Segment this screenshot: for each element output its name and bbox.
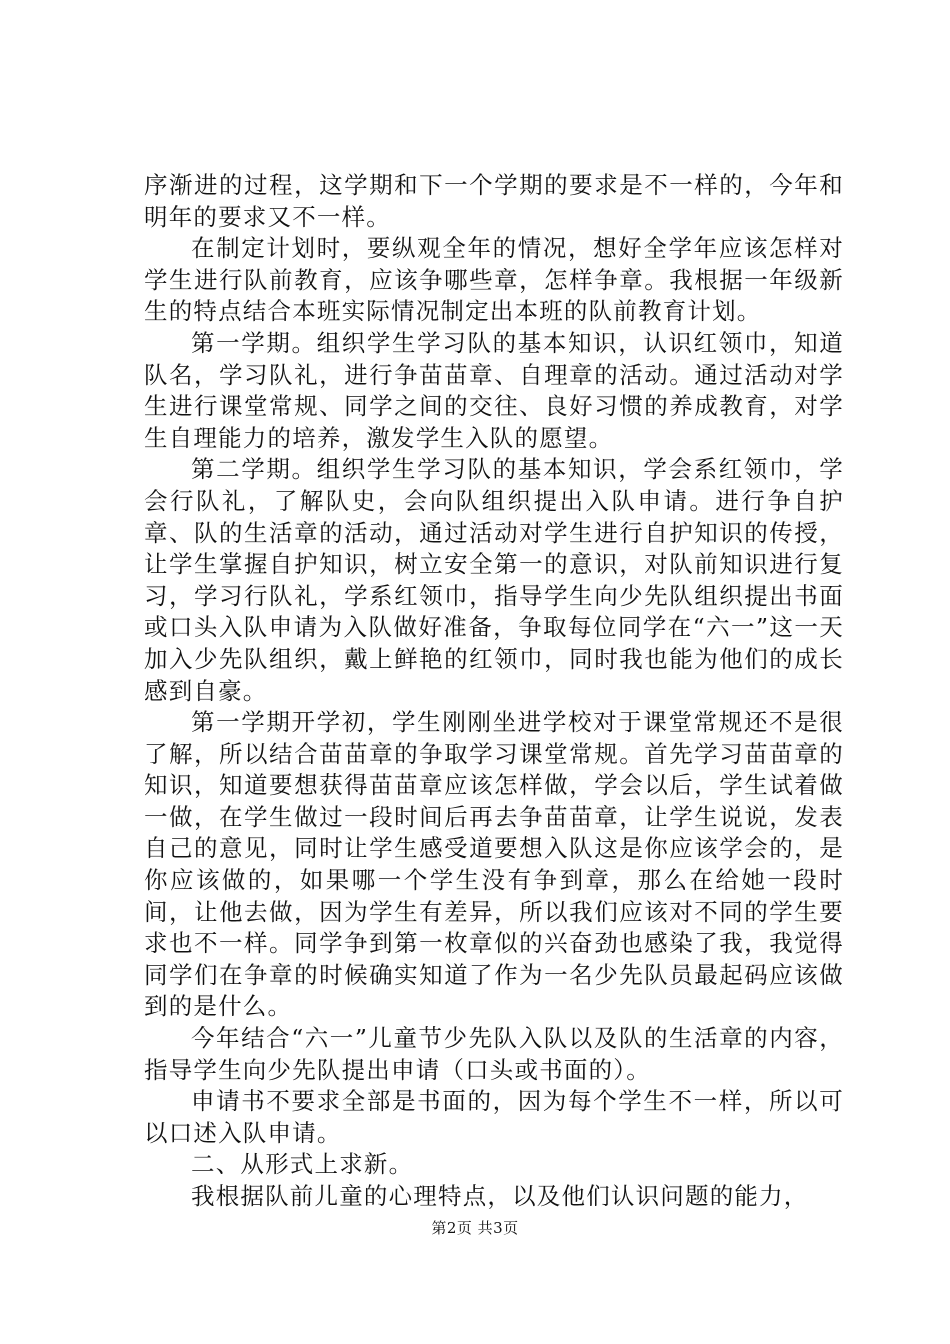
paragraph-psychology: 我根据队前儿童的心理特点，以及他们认识问题的能力，: [191, 1182, 809, 1210]
paragraph-semester-start: 第一学期开学初，学生刚刚坐进学校对于课堂常规还不是很了解，所以结合苗苗章的争取学习课堂常规。首先学习苗苗章的知识，知道要想获得苗苗章应该怎样做，学会以后，学生试着做一做，在学生做过一段时间后再去争苗苗章，让学生说说，发表自己的意见，同时让学生感受道要想入队这是你应该学会的，是你应该做的，如果哪一个学生没有争到章，那么在给她一段时间，让他去做，因为学生有差异，所以我们应该对不同的学生要求也不一样。同学争到第一枚章似的兴奋劲也感染了我，我觉得同学们在争章的时候确实知道了作为一名少先队员最起码应该做到的是什么。: [144, 708, 844, 1021]
paragraph-application: 申请书不要求全部是书面的，因为每个学生不一样，所以可以口述入队申请。: [144, 1087, 844, 1147]
paragraph-planning: 在制定计划时，要纵观全年的情况，想好全学年应该怎样对学生进行队前教育，应该争哪些章，怎样争章。我根据一年级新生的特点结合本班实际情况制定出本班的队前教育计划。: [144, 234, 844, 326]
document-body: [144, 170, 844, 1213]
section-heading-form: 二、从形式上求新。: [191, 1150, 414, 1179]
page-number-footer: 第2页 共3页: [431, 1219, 519, 1237]
paragraph-first-semester: 第一学期。组织学生学习队的基本知识，认识红领巾，知道队名，学习队礼，进行争苗苗章、自理章的活动。通过活动对学生进行课堂常规、同学之间的交往、良好习惯的养成教育，对学生自理能力的培养，激发学生入队的愿望。: [144, 328, 844, 452]
paragraph-second-semester: 第二学期。组织学生学习队的基本知识，学会系红领巾，学会行队礼，了解队史，会向队组织提出入队申请。进行争自护章、队的生活章的活动，通过活动对学生进行自护知识的传授，让学生掌握自护知识，树立安全第一的意识，对队前知识进行复习，学习行队礼，学系红领巾，指导学生向少先队组织提出书面或口头入队申请为入队做好准备，争取每位同学在“六一”这一天加入少先队组织，戴上鲜艳的红领巾，同时我也能为他们的成长感到自豪。: [144, 455, 844, 705]
paragraph-continuation: 序渐进的过程，这学期和下一个学期的要求是不一样的，今年和明年的要求又不一样。: [144, 171, 844, 231]
paragraph-children-day: 今年结合“六一”儿童节少先队入队以及队的生活章的内容，指导学生向少先队提出申请（口头或书面的）。: [144, 1024, 844, 1084]
